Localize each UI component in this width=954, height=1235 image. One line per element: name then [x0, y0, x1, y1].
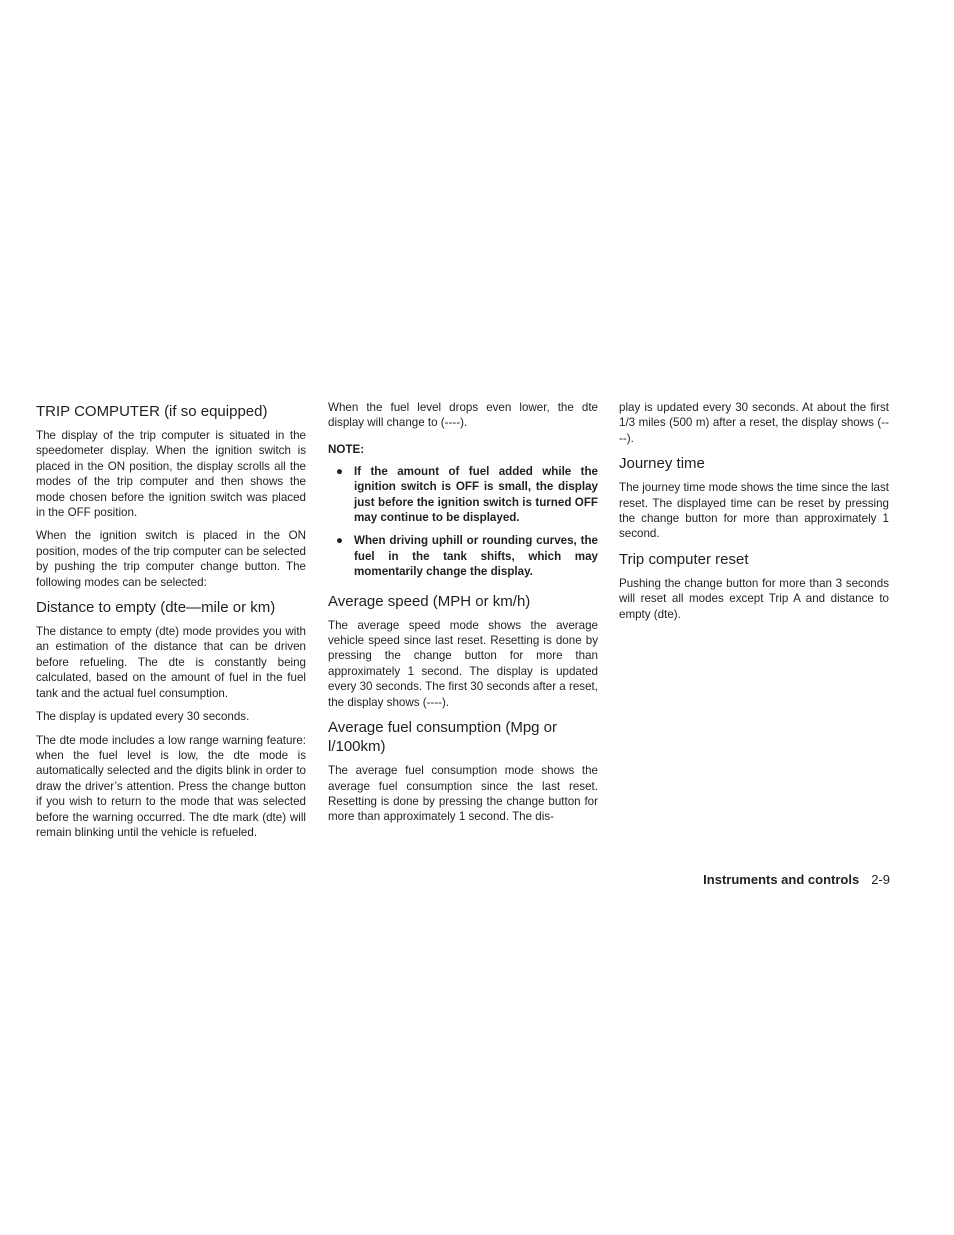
section-title-trip-computer: TRIP COMPUTER (if so equipped)	[36, 403, 268, 420]
subheading-distance-to-empty: Distance to empty (dte—mile or km)	[36, 599, 276, 617]
paragraph: The journey time mode shows the time since the last reset. The displayed time can be reset by pressing the change button for more than approximately 1 second.	[619, 481, 890, 541]
bullet-icon: ●	[336, 534, 344, 548]
note-item	[328, 464, 598, 526]
subheading-trip-computer-reset: Trip computer reset	[619, 550, 749, 568]
note-label: NOTE:	[328, 442, 365, 456]
paragraph: The dte mode includes a low range warning feature: when the fuel level is low, the dte mode is automatically selected and the digits blink in order to draw the driver’s attention. Press the change button if you wish to return to the mode that was selected before the warning occurred. The dte mark (dte) will remain blinking until the vehicle is refueled.	[36, 733, 306, 839]
paragraph: The display of the trip computer is situated in the speedometer display. When the ignition switch is placed in the ON position, the display scrolls all the modes of the trip computer and then shows the mode chosen before the ignition switch was placed in the OFF position.	[36, 429, 306, 520]
paragraph: Pushing the change button for more than 3 seconds will reset all modes except Trip A and distance to empty (dte).	[619, 576, 889, 621]
page-footer	[600, 872, 890, 888]
column-1	[36, 400, 306, 848]
paragraph: play is updated every 30 seconds. At about the first 1/3 miles (500 m) after a reset, the display shows (----).	[619, 401, 889, 445]
subheading-journey-time: Journey time	[619, 455, 705, 473]
paragraph: The average fuel consumption mode shows the average fuel consumption since the last reset. Resetting is done by pressing the change button for more than approximately 1 second. The dis-	[328, 764, 598, 824]
paragraph: The average speed mode shows the average vehicle speed since last reset. Resetting is done by pressing the change button for more than approximately 1 second. The display is updated every 30 seconds. The first 30 seconds after a reset, the display shows (----).	[328, 618, 598, 709]
note-list	[328, 464, 598, 580]
subheading-average-speed: Average speed (MPH or km/h)	[328, 592, 531, 610]
paragraph: When the ignition switch is placed in the ON position, modes of the trip computer can be selected by pushing the trip computer change button. The following modes can be selected:	[36, 529, 306, 589]
paragraph: The display is updated every 30 seconds.	[36, 710, 250, 724]
page-number: 2-9	[871, 872, 890, 887]
subheading-average-fuel-consumption: Average fuel consumption (Mpg or l/100km)	[328, 719, 558, 756]
note-item	[328, 533, 598, 579]
column-3	[619, 400, 889, 630]
paragraph: When the fuel level drops even lower, the dte display will change to (----).	[328, 401, 598, 430]
note-text: When driving uphill or rounding curves, the fuel in the tank shifts, which may momentarily change the display.	[354, 534, 598, 579]
column-2	[328, 400, 598, 833]
footer-section-title: Instruments and controls	[703, 872, 860, 887]
note-text: If the amount of fuel added while the ignition switch is OFF is small, the display just before the ignition switch is turned OFF may continue to be displayed.	[354, 464, 598, 525]
bullet-icon: ●	[336, 464, 344, 478]
paragraph: The distance to empty (dte) mode provides you with an estimation of the distance that can be driven before refueling. The dte is constantly being calculated, based on the amount of fuel in the fuel tank and the actual fuel consumption.	[36, 625, 306, 700]
